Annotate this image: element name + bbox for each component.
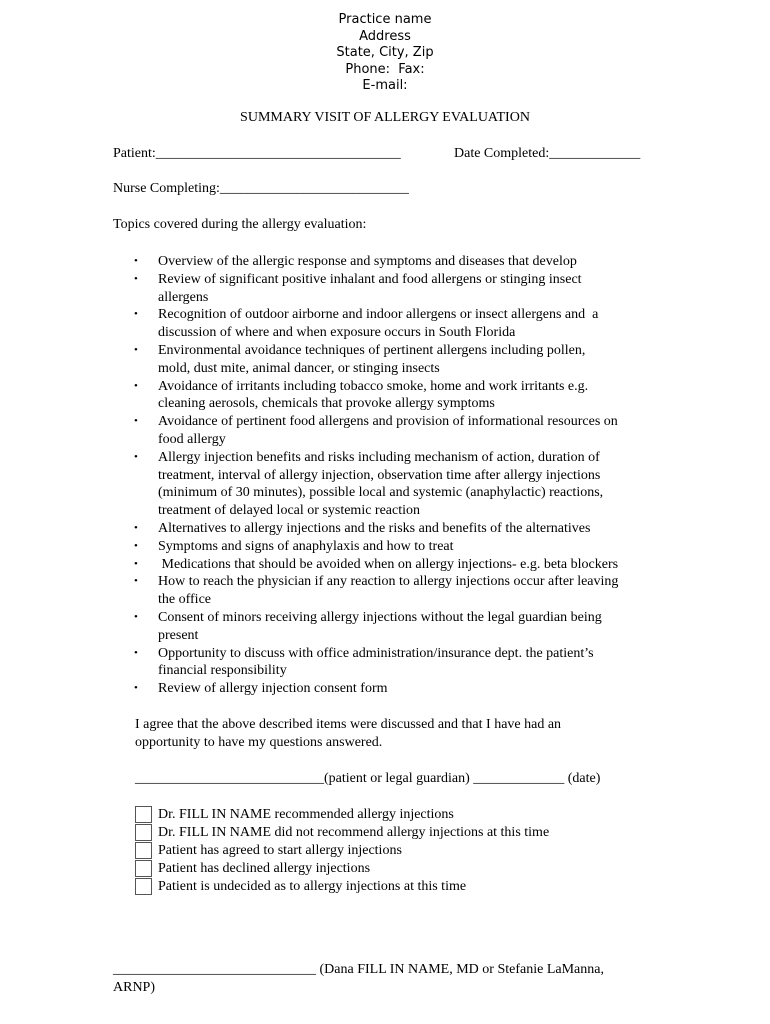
topic-item (113, 538, 673, 556)
topics-heading: Topics covered during the allergy evaluation: (113, 217, 367, 232)
topic-line: Allergy injection benefits and risks including mechanism of action, duration of (158, 449, 600, 465)
topic-line: Symptoms and signs of anaphylaxis and how to treat (158, 538, 454, 554)
topic-item (113, 609, 673, 645)
topic-line: the office (158, 592, 211, 608)
topic-item (113, 253, 673, 271)
checkbox[interactable] (135, 806, 152, 823)
practice-city-line: State, City, Zip (336, 45, 434, 60)
checkbox-label: Patient is undecided as to allergy injections at this time (158, 879, 467, 894)
checkbox-label: Patient has agreed to start allergy injections (158, 843, 402, 858)
provider-signature (113, 961, 604, 997)
checkbox-label: Dr. FILL IN NAME did not recommend allergy injections at this time (158, 825, 550, 840)
topic-line: Avoidance of pertinent food allergens and provision of informational resources on (158, 414, 618, 430)
topic-item (113, 573, 673, 609)
agreement-line: opportunity to have my questions answered. (135, 735, 383, 750)
checkbox[interactable] (135, 878, 152, 895)
patient-signature-line: ___________________________(patient or legal guardian) _____________ (date) (135, 771, 601, 786)
topic-line: allergens (158, 289, 209, 305)
bullet-icon: • (134, 415, 138, 428)
nurse-field: Nurse Completing:___________________________ (113, 181, 409, 196)
checkbox-label: Dr. FILL IN NAME recommended allergy injections (158, 807, 454, 822)
topic-item (113, 645, 673, 681)
topic-line: cleaning aerosols, chemicals that provoke allergy symptoms (158, 396, 495, 412)
bullet-icon: • (134, 539, 138, 552)
bullet-icon: • (134, 646, 138, 659)
practice-email: E-mail: (362, 78, 408, 93)
topic-item (113, 413, 673, 449)
topic-line: How to reach the physician if any reaction to allergy injections occur after leaving (158, 574, 619, 590)
practice-phone-fax: Phone: Fax: (345, 61, 425, 77)
topic-line: Environmental avoidance techniques of pertinent allergens including pollen, (158, 342, 586, 358)
topic-line: food allergy (158, 431, 226, 447)
bullet-icon: • (134, 272, 138, 285)
topic-line: (minimum of 30 minutes), possible local and systemic (anaphylactic) reactions, (158, 485, 604, 501)
bullet-icon: • (134, 450, 138, 463)
bullet-icon: • (134, 521, 138, 534)
bullet-icon: • (134, 610, 138, 623)
checkbox-label: Patient has declined allergy injections (158, 861, 371, 876)
checkbox[interactable] (135, 860, 152, 877)
bullet-icon: • (134, 682, 138, 695)
topic-item (113, 342, 673, 378)
topic-item (113, 520, 673, 538)
topic-item (113, 680, 673, 698)
topic-line: Opportunity to discuss with office administration/insurance dept. the patient’s (158, 645, 594, 661)
date-completed-field: Date Completed:_____________ (454, 146, 641, 161)
practice-header (0, 12, 770, 95)
provider-signature-line: _____________________________ (Dana FILL IN NAME, MD or Stefanie LaManna, (113, 962, 604, 977)
topic-line: treatment, interval of allergy injection, observation time after allergy injections (158, 467, 601, 483)
topic-line: treatment of delayed local or systemic reaction (158, 503, 421, 519)
bullet-icon: • (134, 557, 138, 570)
topics-list (113, 253, 673, 698)
bullet-icon: • (134, 255, 138, 267)
agreement-statement (135, 716, 655, 752)
bullet-icon: • (134, 575, 138, 588)
practice-address: Address (359, 28, 411, 44)
topic-item (113, 306, 673, 342)
topic-line: mold, dust mite, animal dancer, or stinging insects (158, 360, 440, 376)
topic-item (113, 556, 673, 574)
bullet-icon: • (134, 308, 138, 321)
practice-name: Practice name (338, 12, 432, 27)
checkbox[interactable] (135, 824, 152, 841)
topic-line: Review of significant positive inhalant and food allergens or stinging insect (158, 271, 582, 287)
topic-line: Overview of the allergic response and symptoms and diseases that develop (158, 254, 577, 269)
agreement-line: I agree that the above described items were discussed and that I have had an (135, 717, 562, 732)
document-title: SUMMARY VISIT OF ALLERGY EVALUATION (240, 110, 530, 125)
topic-line: financial responsibility (158, 663, 287, 679)
patient-field: Patient:___________________________________ (113, 146, 401, 161)
topic-line: Avoidance of irritants including tobacco smoke, home and work irritants e.g. (158, 378, 589, 394)
topic-line: present (158, 627, 199, 643)
topic-line: Alternatives to allergy injections and the risks and benefits of the alternatives (158, 520, 591, 536)
topic-line: Medications that should be avoided when on allergy injections- e.g. beta blockers (158, 556, 619, 572)
bullet-icon: • (134, 379, 138, 392)
provider-signature-line: ARNP) (113, 980, 156, 995)
topic-line: Recognition of outdoor airborne and indoor allergens or insect allergens and a (158, 307, 599, 323)
topic-item (113, 271, 673, 307)
topic-item (113, 378, 673, 414)
topic-line: Consent of minors receiving allergy injections without the legal guardian being (158, 609, 602, 625)
topic-item (113, 449, 673, 520)
checkbox[interactable] (135, 842, 152, 859)
topic-line: discussion of where and when exposure occurs in South Florida (158, 325, 516, 341)
bullet-icon: • (134, 343, 138, 356)
topic-line: Review of allergy injection consent form (158, 681, 388, 697)
